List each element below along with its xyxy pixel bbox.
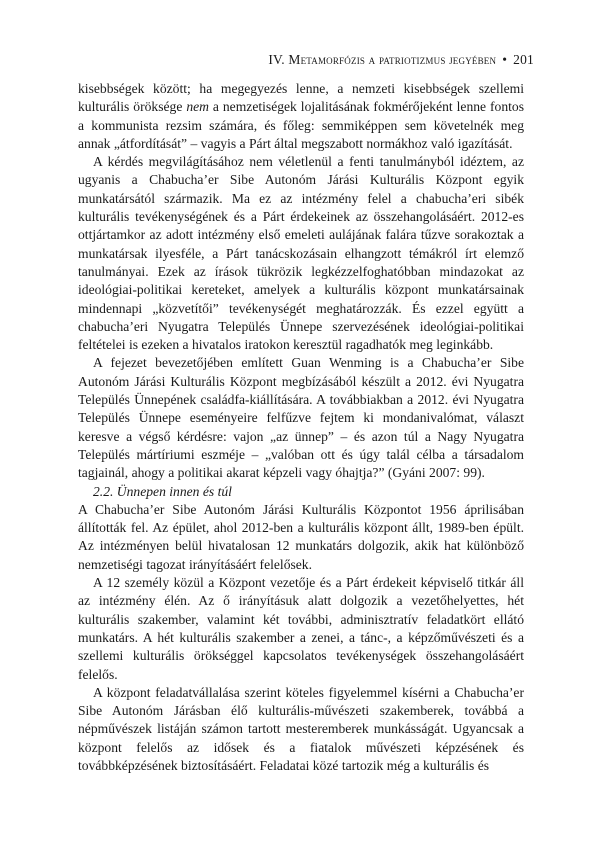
running-head	[268, 52, 534, 68]
chapter-title: Metamorfózis a patriotizmus jegyében	[288, 52, 497, 67]
paragraph: A 12 személy közül a Központ vezetője és a Párt érdekeit képviselő titkár áll az intézmény élén. Az ő irányításuk alatt dolgozik a vezetőhelyettes, hét kulturális szakember, valamint két további, adminisztratív feladatkört ellátó munkatárs. A hét kulturális szakember a zenei, a tánc-, a képzőművészeti és a szellemi kulturális örökséggel kapcsolatos tevékenységek összehangolásáért felelős.	[78, 575, 524, 682]
paragraph-continued: kisebbségek között; ha megegyezés lenne, a nemzeti kisebbségek szellemi kulturális öröksége nem a nemzetiségek lojalitásának fokmérőjeként lenne fontos a kommunista rezsim számára, és főleg: semmiképpen sem követelnék meg annak „átfordítását” – vagyis a Párt által megszabott normákhoz való igazítását.	[78, 81, 525, 151]
section-title: 2.2. Ünnepen innen és túl	[93, 483, 232, 499]
paragraph: A fejezet bevezetőjében említett Guan Wenming is a Chabucha’er Sibe Autonóm Járási Kulturális Központ megbízásából készült a 2012. évi Nyugatra Település Ünnepének családfa-kiállítására. A továbbiakban a 2012. évi Nyugatra Település Ünnepe eseményeire felfűzve fejtem ki mondanivalómat, választ keresve a végső kérdésre: vajon „az ünnep” – és azon túl a Nagy Nyugatra Település mártíriumi eszméje – „valóban ott és úgy talál célba a társadalom tagjainál, ahogy a politikai akarat képzeli vagy óhajtja?” (Gyáni 2007: 99).	[78, 355, 524, 481]
emphasis-nem: nem	[186, 99, 209, 115]
paragraph: A központ feladatvállalása szerint köteles figyelemmel kísérni a Chabucha’er Sibe Autonóm Járásban élő kulturális-művészeti szakemberek, továbbá a népművészek listáján számon tartott mesteremberek munkásságát. Ugyancsak a központ felelős az idősek és a fiatalok művészeti képzésének és továbbképzésének biztosításáért. Feladatai közé tartozik még a kulturális és	[78, 684, 524, 773]
bullet-separator: •	[502, 52, 508, 67]
paragraph: A kérdés megvilágításához nem véletlenül a fenti tanulmányból idéztem, az ugyanis a Chabucha’er Sibe Autonóm Járási Kulturális Központ egyik munkatársától származik. Ma ez az intézmény felel a chabucha’eri sibék kulturális tevékenységének és a Párt érdekeinek az összehangolásáért. 2012-es ottjártamkor az adott intézmény első emeleti aulájának falára tűzve sorakoztak a munkatársak ilyesféle, a Párt tanácskozásain elhangzott témákról írt elemző tanulmányai. Ezek az írások tükrözik legkézzelfoghatóbban mindazokat az ideológiai-politikai kereteket, amelyek a kulturális központ munkatársainak mindennapi „közvetítői” tevékenységét meghatározzák. És ezzel együtt a chabucha’eri Nyugatra Település Ünnepe szervezésének ideológiai-politikai feltételei is ezeken a hivatalos iratokon keresztül ragadhatók meg leginkább.	[78, 154, 524, 353]
chapter-number: IV.	[268, 52, 285, 67]
page-number: 201	[513, 52, 534, 67]
paragraph: A Chabucha’er Sibe Autonóm Járási Kulturális Központot 1956 áprilisában állították fel. Az épület, ahol 2012-ben a kulturális központ állt, 1989-ben épült. Az intézményen belül hivatalosan 12 munkatárs dolgozik, akik hat különböző nemzetiségi tagozat irányításáért felelősek.	[78, 501, 524, 572]
body-text	[78, 80, 524, 775]
